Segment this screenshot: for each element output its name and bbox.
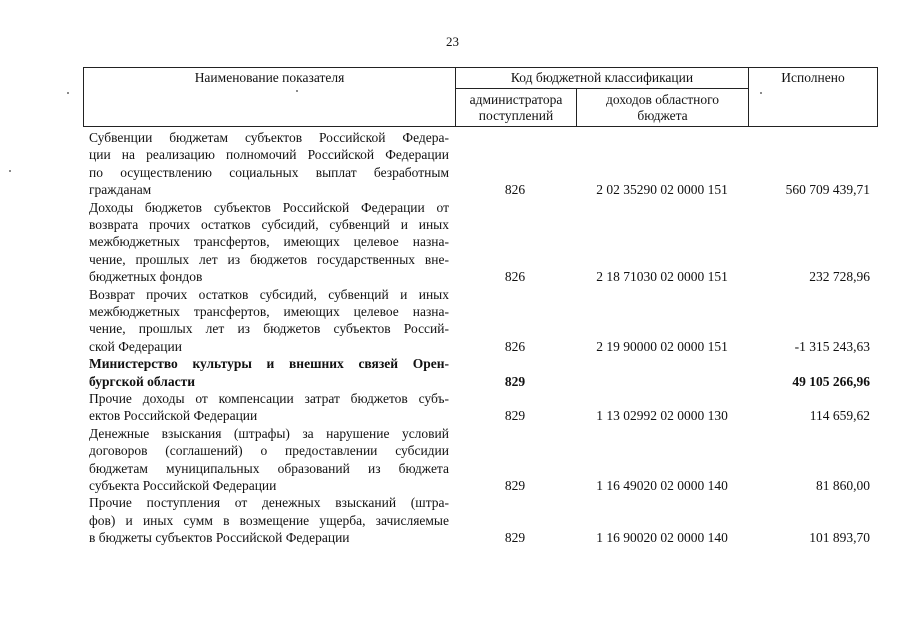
row-name-line: ектов Российской Федерации (89, 408, 258, 424)
row-income-code: 2 02 35290 02 0000 151 (596, 182, 728, 198)
header-divider (455, 88, 748, 89)
row-name (89, 129, 449, 199)
row-income-code: 1 16 49020 02 0000 140 (596, 477, 728, 493)
row-name-line: фов) и иных сумм в возмещение ущерба, зачисляемые (89, 512, 449, 528)
row-name-line: Прочие поступления от денежных взысканий (штра- (89, 495, 449, 511)
row-name-line: субъекта Российской Федерации (89, 478, 277, 494)
row-executed: 232 728,96 (809, 269, 870, 285)
row-name (89, 286, 449, 356)
row-executed: 101 893,70 (809, 530, 870, 546)
row-name-line: межбюджетных трансфертов, имеющих целевое назна- (89, 234, 449, 250)
row-name (89, 355, 449, 390)
row-name-line: Денежные взыскания (штрафы) за нарушение условий (89, 425, 449, 441)
row-name-line: в бюджеты субъектов Российской Федерации (89, 530, 350, 546)
row-name-line: гражданам (89, 182, 152, 198)
row-name (89, 425, 449, 495)
header-income-line2: бюджета (637, 108, 688, 123)
scan-speck (67, 92, 69, 94)
row-admin-code: 829 (504, 530, 526, 546)
table-row (0, 390, 905, 425)
row-name-line: бюджетам муниципальных образований из бюджета (89, 460, 449, 476)
header-admin-line2: поступлений (478, 108, 554, 123)
scan-speck (760, 92, 762, 94)
table-row (0, 129, 905, 199)
row-name-line: ции на реализацию полномочий Российской Федерации (89, 147, 449, 163)
row-name (89, 494, 449, 546)
scan-speck (9, 170, 11, 172)
row-name-line: Субвенции бюджетам субъектов Российской Федера- (89, 130, 449, 145)
row-admin-code: 826 (504, 269, 526, 285)
row-name-line: чение, прошлых лет из бюджетов субъектов Россий- (89, 321, 449, 337)
row-name-line: Прочие доходы от компенсации затрат бюджетов субъ- (89, 391, 449, 406)
row-admin-code: 829 (504, 373, 526, 389)
header-admin-col (456, 92, 576, 124)
table-row (0, 286, 905, 356)
row-income-code: 1 16 90020 02 0000 140 (596, 530, 728, 546)
row-executed: 49 105 266,96 (792, 373, 870, 389)
row-income-code: 2 18 71030 02 0000 151 (596, 269, 728, 285)
row-executed: 114 659,62 (809, 408, 870, 424)
header-name-col: Наименование показателя (194, 70, 345, 85)
header-executed-col: Исполнено (781, 70, 845, 85)
header-income-line1: доходов областного (605, 92, 720, 107)
row-name-line: договоров (соглашений) о предоставлении субсидии (89, 443, 449, 459)
table-row (0, 199, 905, 286)
scan-speck (296, 90, 298, 92)
row-name-line: Министерство культуры и внешних связей Орен- (89, 356, 449, 372)
row-admin-code: 829 (504, 477, 526, 493)
row-executed: 560 709 439,71 (785, 182, 870, 198)
row-name-line: бургской области (89, 373, 196, 389)
header-admin-line1: администратора (469, 92, 563, 107)
row-name-line: Возврат прочих остатков субсидий, субвенций и иных (89, 286, 449, 302)
page-number: 23 (446, 34, 459, 49)
header-income-col (577, 92, 748, 124)
row-name (89, 199, 449, 286)
row-admin-code: 826 (504, 338, 526, 354)
row-admin-code: 829 (504, 408, 526, 424)
row-income-code: 2 19 90000 02 0000 151 (596, 338, 728, 354)
row-income-code: 1 13 02992 02 0000 130 (596, 408, 728, 424)
row-name-line: возврата прочих остатков субсидий, субвенций и иных (89, 217, 449, 232)
row-executed: -1 315 243,63 (794, 338, 870, 354)
table-row (0, 494, 905, 546)
row-name-line: чение, прошлых лет из бюджетов государственных вне- (89, 251, 449, 267)
row-name-line: бюджетных фондов (89, 269, 203, 285)
header-code-group: Код бюджетной классификации (510, 70, 694, 85)
row-admin-code: 826 (504, 182, 526, 198)
row-name-line: ской Федерации (89, 338, 182, 354)
row-executed: 81 860,00 (816, 477, 870, 493)
table-row (0, 425, 905, 495)
row-name-line: межбюджетных трансфертов, имеющих целевое назна- (89, 304, 449, 319)
table-row (0, 355, 905, 390)
row-name (89, 390, 449, 425)
row-name-line: Доходы бюджетов субъектов Российской Федерации от (89, 199, 449, 215)
table-header (83, 67, 878, 127)
row-name-line: по осуществлению социальных выплат безработным (89, 164, 449, 180)
